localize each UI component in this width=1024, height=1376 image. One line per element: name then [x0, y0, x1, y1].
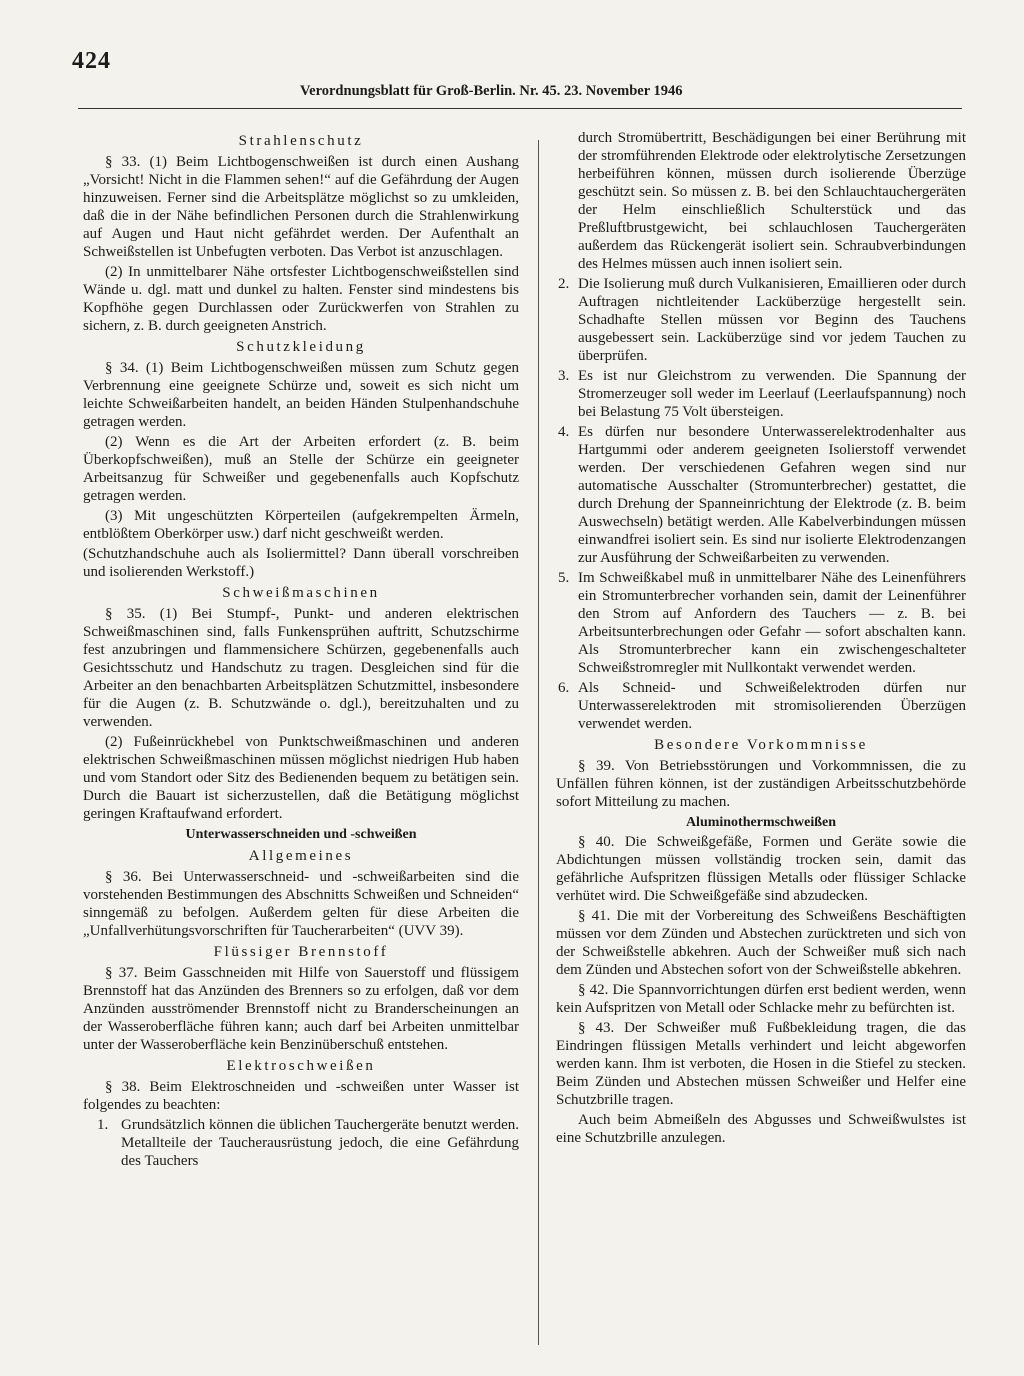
paragraph: § 40. Die Schweißgefäße, Formen und Geräte sowie die Abdichtungen müssen vollständig trocken sein, damit das gefährliche Aufspritzen flüssigen Metalls oder flüssiger Schlacke verhütet wird. Die Schweißgefäße sind abzudecken. — [556, 834, 966, 904]
paragraph: § 43. Der Schweißer muß Fußbekleidung tragen, die das Eindringen flüssigen Metalls verhindert und leicht abgeworfen werden kann. Ihm ist verboten, die Hosen in die Stiefel zu stecken. Beim Zünden und Abstechen müssen Schweißer und Helfer eine Schutzbrille tragen. — [556, 1020, 966, 1108]
list-text: Grundsätzlich können die üblichen Tauchergeräte benutzt werden. Metallteile der Taucherausrüstung jedoch, die eine Gefährdung des Tauchers — [121, 1117, 519, 1169]
paragraph: § 37. Beim Gasschneiden mit Hilfe von Sauerstoff und flüssigem Brennstoff hat das Anzünden des Brenners so zu erfolgen, daß vor dem Anzünden ausströmender Brennstoff nicht zu Branderscheinungen an der Wasseroberfläche führen kann; auch darf bei Arbeiten unmittelbar unter der Wasseroberfläche kein Benzinüberschuß entstehen. — [83, 965, 519, 1053]
list-item — [556, 423, 966, 567]
paragraph: Auch beim Abmeißeln des Abgusses und Schweißwulstes ist eine Schutzbrille anzulegen. — [556, 1112, 966, 1146]
paragraph: § 41. Die mit der Vorbereitung des Schweißens Beschäftigten müssen vor dem Zünden und Abstechen zurücktreten und sich von der Schweißstelle abkehren. Auch der Schweißer muß sich nach dem Zünden und Abstechen sofort von der Schweißstelle abkehren. — [556, 908, 966, 978]
section-heading: Unterwasserschneiden und -schweißen — [185, 827, 417, 842]
running-header: Verordnungsblatt für Groß-Berlin. Nr. 45. 23. November 1946 — [300, 83, 683, 99]
list-item — [556, 569, 966, 677]
paragraph: § 42. Die Spannvorrichtungen dürfen erst bedient werden, wenn kein Aufspritzen von Metall oder Schlacke mehr zu befürchten ist. — [556, 982, 966, 1016]
subsection-heading: Flüssiger Brennstoff — [213, 944, 389, 960]
section-heading: Besondere Vorkommnisse — [654, 737, 868, 753]
list-number: 1. — [97, 1117, 109, 1133]
section-heading: Aluminothermschweißen — [685, 815, 837, 830]
list-number: 3. — [558, 368, 570, 384]
paragraph: § 35. (1) Bei Stumpf-, Punkt- und anderen elektrischen Schweißmaschinen sind, falls Funkensprühen auftritt, Schutzschirme fest anzubringen und flammensichere Schürzen, gegebenenfalls auch Gesichtsschutz und Handschutz zu tragen. Desgleichen sind für die Arbeiter an den benachbarten Arbeitsplätzen Schutzmittel, insbesondere für die Augen (z. B. Schutzwände o. dgl.), bereitzuhalten und zu verwenden. — [83, 606, 519, 730]
list-number: 2. — [558, 276, 570, 292]
paragraph: § 33. (1) Beim Lichtbogenschweißen ist durch einen Aushang „Vorsicht! Nicht in die Flammen sehen!“ auf die Gefährdung der Augen hinzuweisen. Ferner sind die Arbeitsplätze möglichst so zu umkleiden, daß die in der Nähe befindlichen Personen durch die Strahlenwirkung auf Augen und Haut nicht gefährdet werden. Der Aufenthalt an Schweißstellen ist Unbefugten verboten. Das Verbot ist anzuschlagen. — [83, 154, 519, 260]
page-number: 424 — [72, 48, 111, 74]
list-number: 5. — [558, 570, 570, 586]
paragraph: § 39. Von Betriebsstörungen und Vorkommnissen, die zu Unfällen führen können, ist der zuständigen Arbeitsschutzbehörde sofort Mitteilung zu machen. — [556, 758, 966, 810]
list-item — [556, 679, 966, 733]
list-item — [83, 1116, 519, 1170]
paragraph: (2) Wenn es die Art der Arbeiten erfordert (z. B. beim Überkopfschweißen), muß an Stelle der Schürze ein geeigneter Arbeitsanzug für Schweißer und gegebenenfalls auch Kopfschutz getragen werden. — [83, 434, 519, 504]
list-item-continued — [556, 129, 966, 273]
section-heading: Strahlenschutz — [238, 133, 364, 149]
section-heading: Schutzkleidung — [236, 339, 366, 355]
paragraph: (2) Fußeinrückhebel von Punktschweißmaschinen und anderen elektrischen Schweißmaschinen müssen möglichst niedrigen Hub haben und vom Standort oder Sitz des Bedienenden bequem zu betätigen sein. Durch die Bauart ist sicherzustellen, daß die Betätigung möglichst geringen Kraftaufwand erfordert. — [83, 734, 519, 822]
paragraph: (3) Mit ungeschützten Körperteilen (aufgekrempelten Ärmeln, entblößtem Oberkörper usw.) darf nicht geschweißt werden. — [83, 508, 519, 542]
subsection-heading: Elektroschweißen — [226, 1058, 376, 1074]
list-text: Im Schweißkabel muß in unmittelbarer Nähe des Leinenführers ein Stromunterbrecher vorhanden sein, damit der Leinenführer den Strom auf Anfordern des Tauchers — z. B. bei Arbeitsunterbrechungen oder Gefahr — sofort abschalten kann. Als Stromunterbrecher kann ein zwischengeschalteter Schweißstromregler mit Nullkontakt verwendet werden. — [578, 570, 966, 676]
left-column — [83, 129, 519, 1172]
subsection-heading: Allgemeines — [248, 848, 354, 864]
list-number: 6. — [558, 680, 570, 696]
list-text: Es dürfen nur besondere Unterwasserelektrodenhalter aus Hartgummi oder anderem geeigneten Isolierstoff verwendet werden. Der verschiedenen Gefahren wegen sind nur automatische Ausschalter (Stromunterbrecher) gestattet, die durch Drehung der Spanneinrichtung der Elektrode (z. B. beim Auswechseln) betätigt werden. Alle Kabelverbindungen müssen einwandfrei isoliert sein. Es sind nur isolierte Elektrodenzangen zur Ausführung der Schweißarbeiten zu verwenden. — [578, 424, 966, 566]
list-number: 4. — [558, 424, 570, 440]
list-item — [556, 367, 966, 421]
paragraph: § 34. (1) Beim Lichtbogenschweißen müssen zum Schutz gegen Verbrennung eine geeignete Schürze und, soweit es sich nicht um leichte Schweißarbeiten handelt, an beiden Händen Stulpenhandschuhe getragen werden. — [83, 360, 519, 430]
list-text: Es ist nur Gleichstrom zu verwenden. Die Spannung der Stromerzeuger soll weder im Leerlauf (Leerlaufspannung) noch bei Belastung 75 Volt übersteigen. — [578, 368, 966, 420]
section-heading: Schweißmaschinen — [222, 585, 380, 601]
paragraph: § 36. Bei Unterwasserschneid- und -schweißarbeiten sind die vorstehenden Bestimmungen des Abschnitts Schweißen und Schneiden“ sinngemäß zu befolgen. Außerdem gelten für diese Arbeiten die „Unfallverhütungsvorschriften für Taucherarbeiten“ (UVV 39). — [83, 869, 519, 939]
column-divider — [538, 140, 539, 1345]
paragraph: § 38. Beim Elektroschneiden und -schweißen unter Wasser ist folgendes zu beachten: — [83, 1079, 519, 1113]
header-rule — [78, 108, 962, 109]
list-item — [556, 275, 966, 365]
paragraph: (2) In unmittelbarer Nähe ortsfester Lichtbogenschweißstellen sind Wände u. dgl. matt und dunkel zu halten. Fenster sind mindestens bis Kopfhöhe gegen Durchlassen oder Zurückwerfen von Strahlen zu sichern, z. B. durch geeigneten Anstrich. — [83, 264, 519, 334]
editorial-note: (Schutzhandschuhe auch als Isoliermittel? Dann überall vorschreiben und isolierenden Werkstoff.) — [83, 546, 519, 580]
list-text: Die Isolierung muß durch Vulkanisieren, Emaillieren oder durch Auftragen nichtleitender Lacküberzüge hergestellt sein. Schadhafte Stellen müssen vor Beginn des Tauchens ausgebessert sein. Lacküberzüge sind vor jedem Tauchen zu überprüfen. — [578, 276, 966, 364]
list-text: durch Stromübertritt, Beschädigungen bei einer Berührung mit der stromführenden Elektrode oder elektrolytische Zersetzungen herbeiführen können, müssen durch isolierende Überzüge geschützt sein. So müssen z. B. bei den Schlauchtauchergeräten der Helm einschließlich Schulterstück und das Preßluftbrustgewicht, bei schlauchlosen Tauchergeräten außerdem das Rückengerät isoliert sein. Schraubverbindungen des Helmes müssen auch innen isoliert sein. — [578, 130, 966, 272]
right-column — [556, 129, 966, 1149]
list-text: Als Schneid- und Schweißelektroden dürfen nur Unterwasserelektroden mit stromisolierenden Überzügen verwendet werden. — [578, 680, 966, 732]
